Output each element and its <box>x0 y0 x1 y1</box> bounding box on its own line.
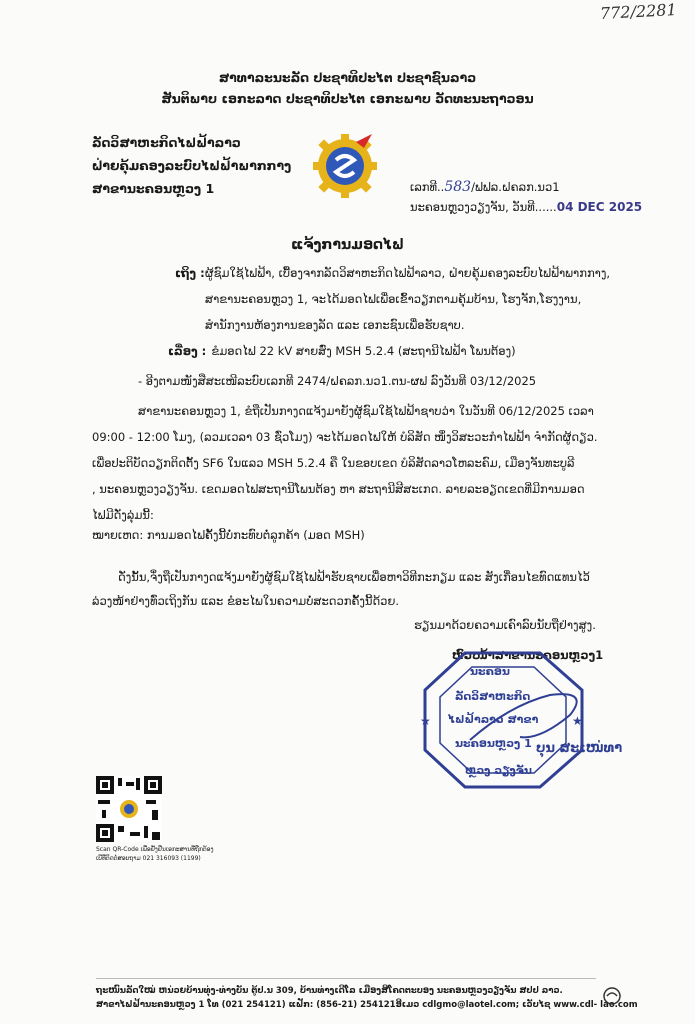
edl-logo-icon <box>310 130 380 200</box>
addressee-block <box>175 266 615 336</box>
place-date-label: ນະຄອນຫຼວງວຽງຈັນ, ວັນທີ...... <box>410 200 557 214</box>
body-line-2: 09:00 - 12:00 ໂມງ, (ລວມເວລາ 03 ຊົ່ວໂມງ) ຈະໄດ້ມອດໄຟໃຫ້ ບໍລິສັດ ໜຶ່ງວິສະວະກໍາໄຟຟ້າ ຈໍາກັດຜູ້ດຽວ. <box>92 430 598 444</box>
qr-caption-2: ເບີທີ່ຕິດຕໍ່ສອບຖາມ 021 316093 (1199) <box>96 855 201 862</box>
body-line-1: ສາຂານະຄອນຫຼວງ 1, ຂໍຖືເປັນກາງດແຈ້ງມາຍັງຜູ້ຊົມໃຊ້ໄຟຟ້າຊາບວ່າ ໃນວັນທີ 06/12/2025 ເວລາ <box>138 404 594 418</box>
national-header <box>0 70 695 106</box>
stamp-text-3: ໄຟຟ້າລາວ ສາຂາ <box>448 713 539 726</box>
to-label: ເຖິງ : <box>175 266 205 280</box>
stamp-text-4: ນະຄອນຫຼວງ 1 <box>455 737 532 750</box>
ref-number-label: ເລກທີ.. <box>410 180 445 194</box>
organization-block <box>92 135 292 196</box>
to-line-1: ຜູ້ຊົມໃຊ້ໄຟຟ້າ, ເບື້ອງຈາກລັດວິສາຫະກິດໄຟຟ້າລາວ, ຝ່າຍຄຸ້ມຄອງລະບົບໄຟຟ້າພາກກາງ, <box>205 266 611 280</box>
stamp-text-1: ນະຄອນ <box>470 665 510 678</box>
footer-logo-icon <box>602 986 622 1006</box>
body-paragraph <box>92 404 612 544</box>
date-stamp: 04 DEC 2025 <box>556 200 643 214</box>
signatory-title: ຫົວໜ້າສາຂານະຄອນຫຼວງ1 <box>452 648 604 662</box>
org-line-3: ສາຂານະຄອນຫຼວງ 1 <box>92 181 215 196</box>
document-title: ແຈ້ງການມອດໄຟ <box>291 237 404 253</box>
org-line-2: ຝ່າຍຄຸ້ມຄອງລະບົບໄຟຟ້າພາກກາງ <box>92 158 292 173</box>
body-line-4: , ນະຄອນຫຼວງວຽງຈັນ. ເຂດມອດໄຟສະຖານີໂພນຕ້ອງ ຫາ ສະຖານີສີສະເກດ. ລາຍລະອຽດເຂດທີ່ມີການມອດ <box>92 482 585 496</box>
to-line-3: ສໍານັກງານຫ້ອງການຂອງລັດ ແລະ ເອກະຊົນເພື່ອຮັບຊາບ. <box>205 318 465 332</box>
footer-divider <box>96 978 596 979</box>
closing-line-1: ດັ່ງນັ້ນ,ຈຶ່ງຖືເປັນກາງດແຈ້ງມາຍັງຜູ້ຊົມໃຊ້ໄຟຟ້າຮັບຊາບເພື່ອຫາວິທີກະກຽມ ແລະ ສັງເກື່ອນໄຂທົດແທນໄວ້ <box>118 570 590 584</box>
stamp-text-5: ຫຼວງ ວຽງຈັນ <box>465 764 532 777</box>
qr-code <box>96 776 162 842</box>
svg-text:★: ★ <box>420 714 431 728</box>
org-line-1: ລັດວິສາຫະກິດໄຟຟ້າລາວ <box>92 135 241 150</box>
subject-label: ເລື່ອງ : <box>168 344 207 358</box>
to-line-2: ສາຂານະຄອນຫຼວງ 1, ຈະໄດ້ມອດໄຟເພື່ອເຂົ້າວຽກຕາມຄຸ້ມບ້ານ, ໂຮງຈັກ,ໂຮງງານ, <box>205 292 582 306</box>
header-line-2: ສັນຕິພາບ ເອກະລາດ ປະຊາທິປະໄຕ ເອກະພາບ ວັດທະນະຖາວອນ <box>161 91 534 106</box>
stamp-text-2: ລັດວິສາຫະກິດ <box>455 690 531 703</box>
reference-number <box>410 176 560 195</box>
signatory-name: ບຸນ ສະເໜ່ທາ <box>536 741 623 756</box>
ref-number-suffix: /ຟຟລ.ຝຄລກ.ນວ1 <box>471 180 560 194</box>
svg-text:★: ★ <box>572 714 583 728</box>
subject-text: ຂໍມອດໄຟ 22 kV ສາຍສົ່ງ MSH 5.2.4 (ສະຖານີໄຟຟ້າ ໂພນຕ້ອງ) <box>211 344 516 358</box>
body-line-3: ເພື່ອປະຕິບັດວຽກຕິດຕັ້ງ SF6 ໃນແລວ MSH 5.2.4 ຄື ໃນຂອບເຂດ ບໍລິສັດລາວໂຫລະຄົມ, ເມືອງຈັນທະບູລີ <box>92 456 575 470</box>
subject-line <box>168 340 516 359</box>
ref-number-value: 583 <box>444 179 472 195</box>
closing-line-2: ລ່ວງໜ້າຢ່າງທົ່ວເຖິງກັນ ແລະ ຂໍອະໄພໃນຄວາມບໍ່ສະດວກຄັ້ງນີ້ດ້ວຍ. <box>92 594 400 608</box>
reference-line: - ອີງຕາມໜັງສືສະເໜີລະບົບເລກທີ 2474/ຝຄລກ.ນວ1.ຕນ-ຜຟ ລົງວັນທີ 03/12/2025 <box>138 374 537 388</box>
handwritten-reference: 772/2281 <box>599 0 678 23</box>
header-line-1: ສາທາລະນະລັດ ປະຊາທິປະໄຕ ປະຊາຊົນລາວ <box>218 70 477 85</box>
note-line: ໝາຍເຫດ: ການມອດໄຟຄັ້ງນີ້ບໍ່ກະທົບຕໍ່ລູກຄ້າ (ມອດ MSH) <box>92 528 365 542</box>
place-date <box>410 196 642 215</box>
footer-line-1: ຖະໜົນລັດໃໝ່ ຫນ່ວຍບ້ານທຸ່ງ-ທ່າງບັນ ຕູ້ປ.ນ 309, ບ້ານທ່າງເດີໂລ ເມືອງສີໂຄດຕະບອງ ນະຄອນຫຼວງວຽງຈັນ ສປປ ລາວ. <box>96 986 563 996</box>
qr-caption-1: Scan QR-Code ເພື່ອຢັ້ງຢືນເອກະສານທີ່ຖືກຕ້ອງ <box>96 846 214 853</box>
body-line-5: ໄຟມີດັ່ງລຸ່ມນີ້: <box>92 508 154 522</box>
closing-line-3: ຮຽນມາດ້ວຍຄວາມເຄົາລົບນັບຖືຢ່າງສູງ. <box>414 618 596 632</box>
footer-line-2: ສາຂາໄຟຟ້ານະຄອນຫຼວງ 1 ໂທ (021 254121) ແຟັກ: (856-21) 254121ອີເມວ cdlgmo@laotel.com; ເວັບໄຊ www.cdl- lao.com <box>96 1000 638 1010</box>
